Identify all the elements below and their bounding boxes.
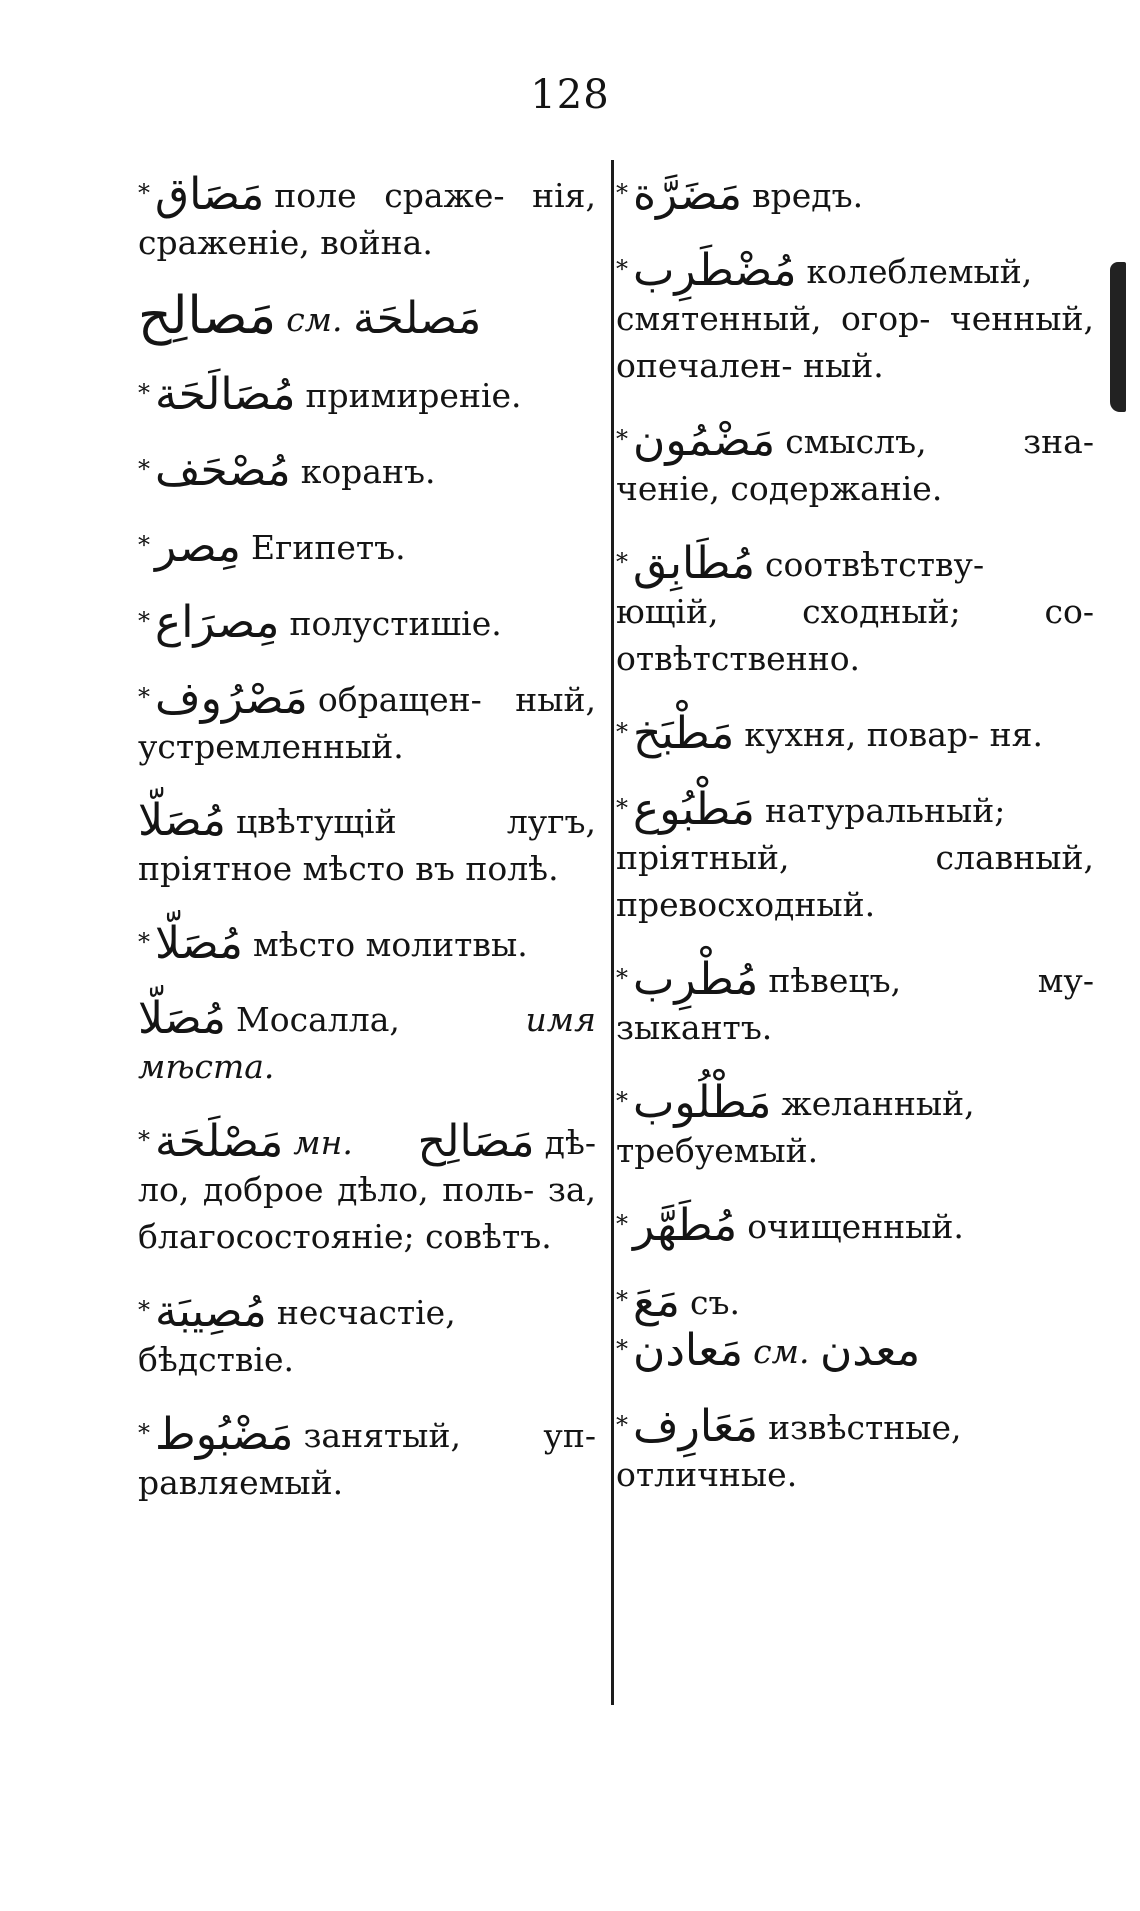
arabic-headword: مُطْرِب <box>633 954 759 1005</box>
arabic-headword: مِصرَاع <box>155 597 280 648</box>
entry-asterisk: * <box>616 1210 628 1238</box>
arabic-headword: مُطَابِق <box>633 538 756 589</box>
entry-asterisk: * <box>138 928 150 956</box>
entry-asterisk: * <box>616 425 628 453</box>
entry-asterisk: * <box>616 964 628 992</box>
arabic-headword: مَعَ <box>633 1276 680 1327</box>
entry-asterisk: * <box>138 379 150 407</box>
entry-asterisk: * <box>138 455 150 483</box>
entry-asterisk: * <box>138 1419 150 1447</box>
dictionary-entry <box>138 1117 596 1260</box>
dictionary-entry <box>616 1277 1094 1326</box>
dictionary-entry <box>138 1287 596 1383</box>
entry-asterisk: * <box>616 1411 628 1439</box>
entry-asterisk: * <box>138 607 150 635</box>
arabic-headword: مُطَهَّر <box>633 1200 738 1251</box>
entry-asterisk: * <box>138 179 150 207</box>
dictionary-entry <box>138 797 596 892</box>
arabic-headword: مُصَلّا <box>155 918 243 969</box>
russian-gloss: занятый, уп- равляемый. <box>138 1416 596 1502</box>
russian-gloss: Египетъ. <box>251 528 406 567</box>
russian-gloss: колеблемый, смятенный, огор- ченный, опечален- ный. <box>616 252 1094 385</box>
russian-gloss: пѣвецъ, му- зыкантъ. <box>616 961 1094 1047</box>
entry-asterisk: * <box>616 548 628 576</box>
russian-gloss: примиреніе. <box>305 376 522 415</box>
arabic-headword: مُصَالَحَة <box>155 369 296 420</box>
dictionary-entry <box>616 246 1094 389</box>
arabic-reference: مَصلحَة <box>353 293 482 344</box>
arabic-headword: مَطْبَخ <box>633 708 735 759</box>
arabic-headword: مَعَارِف <box>633 1401 759 1452</box>
column-divider <box>611 160 614 1705</box>
entry-asterisk: * <box>138 1126 150 1154</box>
russian-gloss: несчастіе, бѣдствіе. <box>138 1293 456 1379</box>
russian-gloss: коранъ. <box>300 452 436 491</box>
entry-asterisk: * <box>616 255 628 283</box>
italic-note: имя мѣста. <box>138 1000 596 1086</box>
arabic-headword: مُصْحَف <box>155 445 291 496</box>
russian-gloss: дѣ- ло, доброе дѣло, поль- за, благосостояніе; совѣтъ. <box>138 1123 596 1256</box>
page-number: 128 <box>530 72 610 118</box>
cross-reference-label: см. <box>753 1332 810 1371</box>
dictionary-entry <box>138 370 596 419</box>
plural-label: мн. <box>293 1123 353 1162</box>
arabic-headword: مَصْلَحَة <box>155 1116 284 1167</box>
arabic-headword: مَضْبُوط <box>155 1409 294 1460</box>
russian-gloss: поле сраже- нія, сраженіе, война. <box>138 176 596 262</box>
russian-gloss: Мосалла, <box>235 1000 400 1039</box>
entry-asterisk: * <box>616 1286 628 1314</box>
russian-gloss: соотвѣтству- ющій, сходный; со- отвѣтственно. <box>616 545 1094 678</box>
dictionary-entry <box>616 416 1094 512</box>
dictionary-entry <box>616 1078 1094 1174</box>
russian-gloss: натуральный; пріятный, славный, превосходный. <box>616 791 1094 924</box>
entry-asterisk: * <box>616 794 628 822</box>
right-column <box>616 170 1094 1498</box>
dictionary-entry <box>616 709 1094 758</box>
russian-gloss: смыслъ, зна- ченіе, содержаніе. <box>616 422 1094 508</box>
arabic-headword: مَصْرُوف <box>155 673 308 724</box>
dictionary-entry <box>616 539 1094 682</box>
entry-asterisk: * <box>138 1296 150 1324</box>
arabic-headword: مُصَلّا <box>138 993 226 1044</box>
russian-gloss: желанный, требуемый. <box>616 1084 975 1170</box>
arabic-headword: مَطْبُوع <box>633 784 755 835</box>
dictionary-entry <box>138 446 596 495</box>
russian-gloss: полустишіе. <box>289 604 502 643</box>
dictionary-entry <box>616 955 1094 1051</box>
arabic-headword: مَطْلُوب <box>633 1077 772 1128</box>
entry-asterisk: * <box>616 718 628 746</box>
dictionary-entry <box>138 286 596 346</box>
dictionary-entry <box>138 1410 596 1506</box>
russian-gloss: очищенный. <box>747 1207 964 1246</box>
dictionary-entry <box>138 674 596 770</box>
russian-gloss: извѣстные, отличные. <box>616 1408 962 1494</box>
entry-asterisk: * <box>616 1335 628 1363</box>
arabic-plural: مَصَالِح <box>417 1116 535 1167</box>
entry-asterisk: * <box>616 179 628 207</box>
russian-gloss: съ. <box>690 1283 740 1322</box>
dictionary-entry <box>138 919 596 968</box>
left-column <box>138 170 596 1506</box>
arabic-headword: مِصر <box>155 521 242 572</box>
russian-gloss: обращен- ный, устремленный. <box>138 680 596 766</box>
entry-asterisk: * <box>138 683 150 711</box>
page-edge-ink-mark <box>1110 262 1126 412</box>
dictionary-entry <box>138 995 596 1090</box>
dictionary-entry <box>616 785 1094 928</box>
russian-gloss: цвѣтущій лугъ, пріятное мѣсто въ полѣ. <box>138 802 596 888</box>
dictionary-entry <box>616 170 1094 219</box>
arabic-headword: مَصَاق <box>155 169 265 220</box>
dictionary-entry <box>616 1326 1094 1375</box>
entry-asterisk: * <box>616 1087 628 1115</box>
arabic-headword: مُضْطَرِب <box>633 245 797 296</box>
arabic-headword: مُصِيبَة <box>155 1286 267 1337</box>
arabic-headword: مَصالِح <box>138 286 277 346</box>
russian-gloss: вредъ. <box>752 176 864 215</box>
arabic-headword: مُصَلّا <box>138 795 226 846</box>
arabic-headword: مَضَرَّة <box>633 169 743 220</box>
dictionary-entry <box>138 522 596 571</box>
entry-asterisk: * <box>138 531 150 559</box>
arabic-reference: معدن <box>819 1325 921 1376</box>
russian-gloss: мѣсто молитвы. <box>252 925 528 964</box>
dictionary-entry <box>138 170 596 266</box>
cross-reference-label: см. <box>286 300 343 339</box>
arabic-headword: مَضْمُون <box>633 415 776 466</box>
dictionary-entry <box>138 598 596 647</box>
arabic-headword: مَعادن <box>633 1325 744 1376</box>
dictionary-entry <box>616 1201 1094 1250</box>
dictionary-entry <box>616 1402 1094 1498</box>
russian-gloss: кухня, повар- ня. <box>744 715 1043 754</box>
